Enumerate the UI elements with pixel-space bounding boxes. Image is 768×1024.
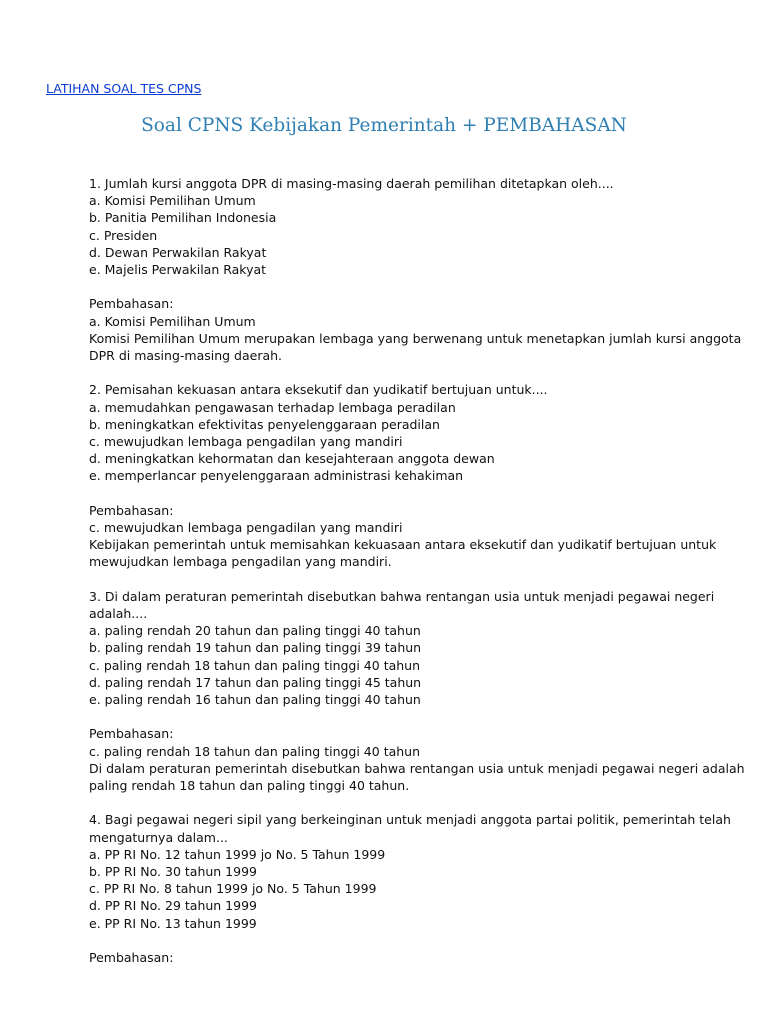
- explanation-text: Di dalam peraturan pemerintah disebutkan bahwa rentangan usia untuk menjadi pegawai negeri adalah: [89, 760, 745, 776]
- question-block-4: [89, 811, 739, 966]
- question-text: 3. Di dalam peraturan pemerintah disebutkan bahwa rentangan usia untuk menjadi pegawai negeri: [89, 588, 715, 604]
- question-text: adalah....: [89, 606, 148, 622]
- option-b: b. Panitia Pemilihan Indonesia: [89, 210, 277, 226]
- option-b: b. paling rendah 19 tahun dan paling tinggi 39 tahun: [89, 640, 422, 656]
- option-c: c. paling rendah 18 tahun dan paling tinggi 40 tahun: [89, 657, 421, 673]
- answer-text: a. Komisi Pemilihan Umum: [89, 313, 256, 329]
- option-a: a. memudahkan pengawasan terhadap lembaga peradilan: [89, 399, 456, 415]
- option-e: e. Majelis Perwakilan Rakyat: [89, 262, 267, 278]
- option-d: d. paling rendah 17 tahun dan paling tinggi 45 tahun: [89, 674, 422, 690]
- option-a: a. PP RI No. 12 tahun 1999 jo No. 5 Tahun 1999: [89, 846, 386, 862]
- option-c: c. mewujudkan lembaga pengadilan yang mandiri: [89, 434, 403, 450]
- question-text: 1. Jumlah kursi anggota DPR di masing-masing daerah pemilihan ditetapkan oleh....: [89, 176, 614, 191]
- option-b: b. PP RI No. 30 tahun 1999: [89, 864, 257, 880]
- discussion-label: Pembahasan:: [89, 950, 174, 966]
- option-b: b. meningkatkan efektivitas penyelenggaraan peradilan: [89, 416, 440, 432]
- explanation-text: DPR di masing-masing daerah.: [89, 348, 283, 364]
- discussion-label: Pembahasan:: [89, 502, 174, 518]
- explanation-text: Komisi Pemilihan Umum merupakan lembaga yang berwenang untuk menetapkan jumlah kursi anggota: [89, 330, 742, 346]
- question-block-3: [89, 588, 745, 812]
- option-d: d. Dewan Perwakilan Rakyat: [89, 244, 267, 260]
- option-d: d. meningkatkan kehormatan dan kesejahteraan anggota dewan: [89, 451, 495, 467]
- explanation-text: paling rendah 18 tahun dan paling tinggi 40 tahun.: [89, 778, 410, 794]
- option-c: c. PP RI No. 8 tahun 1999 jo No. 5 Tahun 1999: [89, 881, 377, 897]
- explanation-text: Kebijakan pemerintah untuk memisahkan kekuasaan antara eksekutif dan yudikatif bertujuan untuk: [89, 537, 717, 553]
- page-title: Soal CPNS Kebijakan Pemerintah + PEMBAHASAN: [141, 115, 627, 136]
- option-d: d. PP RI No. 29 tahun 1999: [89, 898, 257, 914]
- question-text: mengaturnya dalam...: [89, 829, 228, 845]
- answer-text: c. mewujudkan lembaga pengadilan yang mandiri: [89, 520, 403, 536]
- latihan-soal-link[interactable]: LATIHAN SOAL TES CPNS: [46, 81, 202, 96]
- question-block-2: [89, 381, 739, 587]
- option-a: a. paling rendah 20 tahun dan paling tinggi 40 tahun: [89, 623, 421, 639]
- discussion-label: Pembahasan:: [89, 726, 174, 742]
- discussion-label: Pembahasan:: [89, 296, 174, 312]
- option-c: c. Presiden: [89, 227, 158, 243]
- answer-text: c. paling rendah 18 tahun dan paling tinggi 40 tahun: [89, 743, 421, 759]
- option-e: e. memperlancar penyelenggaraan administrasi kehakiman: [89, 468, 464, 484]
- question-text: 4. Bagi pegawai negeri sipil yang berkeinginan untuk menjadi anggota partai politik, pemerintah telah: [89, 812, 731, 828]
- document-body: [89, 175, 745, 966]
- question-text: 2. Pemisahan kekuasan antara eksekutif dan yudikatif bertujuan untuk....: [89, 382, 548, 398]
- explanation-text: mewujudkan lembaga pengadilan yang mandiri.: [89, 554, 392, 570]
- option-e: e. PP RI No. 13 tahun 1999: [89, 915, 257, 931]
- option-a: a. Komisi Pemilihan Umum: [89, 193, 256, 209]
- option-e: e. paling rendah 16 tahun dan paling tinggi 40 tahun: [89, 692, 421, 708]
- question-block-1: [89, 175, 742, 381]
